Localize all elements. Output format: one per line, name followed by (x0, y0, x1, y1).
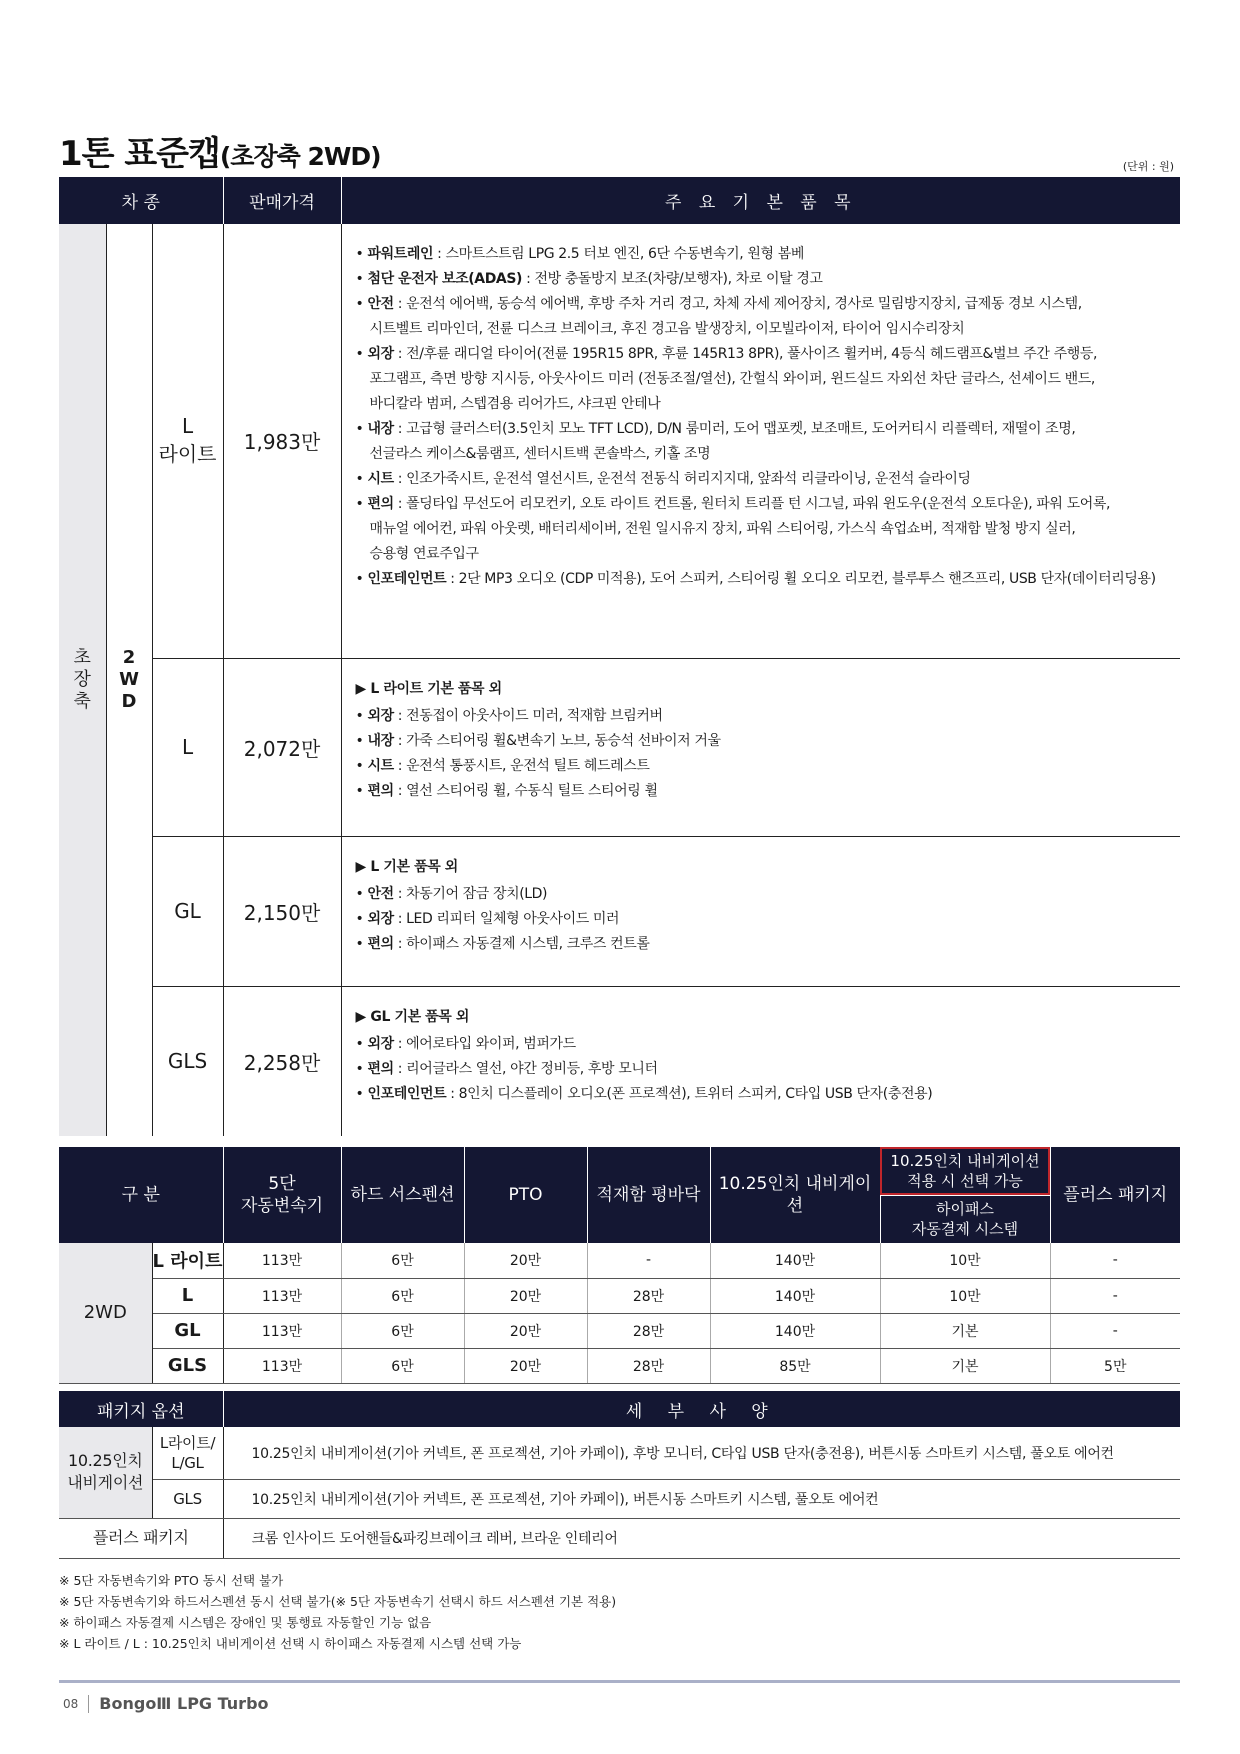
group-drive-type: 2 W D (106, 224, 152, 1136)
feature-text: : 하이패스 자동결제 시스템, 크루즈 컨트롤 (393, 935, 650, 952)
feature-continuation: 선글라스 케이스&룸램프, 센터시트백 콘솔박스, 키홀 조명 (369, 446, 711, 462)
opt-header-navigation: 10.25인치 내비게이션 (710, 1147, 880, 1243)
opt-header-pto: PTO (464, 1147, 587, 1243)
pkg-header-detail: 세 부 사 양 (223, 1391, 1180, 1427)
opt-cell: 140만 (710, 1278, 880, 1313)
feature-category: 인포테인먼트 (367, 1085, 447, 1102)
brand-name: BongoⅢ LPG Turbo (99, 1694, 269, 1713)
opt-cell: 6만 (341, 1243, 464, 1278)
opt-header-suspension: 하드 서스펜션 (341, 1147, 464, 1243)
opt-trim: L 라이트 (152, 1243, 223, 1278)
trim-features (341, 986, 1180, 1136)
feature-text: : 전동접이 아웃사이드 미러, 적재함 브림커버 (393, 707, 663, 724)
opt-cell: 5만 (1050, 1348, 1180, 1383)
package-option-table (59, 1391, 1180, 1559)
trim-price: 2,150만 (223, 836, 341, 986)
main-spec-table (59, 177, 1180, 1136)
feature-category: 편의 (367, 782, 394, 799)
opt-cell: 6만 (341, 1313, 464, 1348)
feature-item: • 외장 : 전/후륜 래디얼 타이어(전륜 195R15 8PR, 후륜 145R13 8PR), 풀사이즈 휠커버, 4등식 헤드램프&벌브 주간 주행등, (355, 346, 1098, 362)
footnote: ※ 5단 자동변속기와 PTO 동시 선택 불가 (59, 1573, 284, 1588)
footer-separator (88, 1695, 89, 1713)
footnote: ※ 5단 자동변속기와 하드서스펜션 동시 선택 불가(※ 5단 자동변속기 선택시 하드 서스펜션 기본 적용) (59, 1594, 617, 1609)
feature-continuation: 매뉴얼 에어컨, 파워 아웃렛, 배터리세이버, 전원 일시유지 장치, 파워 스티어링, 가스식 쇽업쇼버, 적재함 발청 방지 실러, (369, 521, 1076, 537)
feature-item: • 편의 : 폴딩타입 무선도어 리모컨키, 오토 라이트 컨트롤, 원터치 트리플 턴 시그널, 파워 윈도우(운전석 오토다운), 파워 도어록, (355, 496, 1111, 512)
feature-category: 인포테인먼트 (367, 571, 447, 587)
page-number: 08 (63, 1696, 79, 1711)
feature-item: • 편의 : 열선 스티어링 휠, 수동식 틸트 스티어링 휠 (355, 782, 658, 799)
options-price-table (59, 1147, 1180, 1384)
feature-heading: ▶ L 라이트 기본 품목 외 (355, 680, 502, 697)
opt-cell: 20만 (464, 1348, 587, 1383)
trim-price: 1,983만 (223, 224, 341, 658)
feature-category: 내장 (367, 732, 394, 749)
feature-text: : 스마트스트림 LPG 2.5 터보 엔진, 6단 수동변속기, 원형 봄베 (433, 246, 804, 262)
feature-category: 시트 (367, 471, 394, 487)
feature-continuation: 바디칼라 범퍼, 스텝겸용 리어가드, 샤크핀 안테나 (369, 396, 661, 412)
feature-text: : 에어로타입 와이퍼, 범퍼가드 (393, 1035, 576, 1052)
opt-cell: 113만 (223, 1278, 341, 1313)
opt-header-flat-floor: 적재함 평바닥 (587, 1147, 710, 1243)
opt-cell: 10만 (880, 1278, 1050, 1313)
header-price: 판매가격 (223, 177, 341, 224)
opt-cell: 85만 (710, 1348, 880, 1383)
opt-trim: GL (152, 1313, 223, 1348)
feature-item: • 내장 : 가죽 스티어링 휠&변속기 노브, 동승석 선바이저 거울 (355, 732, 721, 749)
opt-cell: 20만 (464, 1278, 587, 1313)
feature-heading: ▶ GL 기본 품목 외 (355, 1008, 470, 1025)
trim-features (341, 836, 1180, 986)
opt-cell: 140만 (710, 1243, 880, 1278)
feature-item: • 외장 : 에어로타입 와이퍼, 범퍼가드 (355, 1035, 576, 1052)
opt-cell: 20만 (464, 1243, 587, 1278)
page-footer (63, 1694, 269, 1713)
feature-text: : 열선 스티어링 휠, 수동식 틸트 스티어링 휠 (393, 782, 658, 799)
footnotes (59, 1570, 616, 1654)
opt-cell: 113만 (223, 1313, 341, 1348)
trim-name: GL (152, 836, 223, 986)
opt-cell: 20만 (464, 1313, 587, 1348)
opt-cell: - (1050, 1243, 1180, 1278)
opt-trim: L (152, 1278, 223, 1313)
feature-item: • 시트 : 인조가죽시트, 운전석 열선시트, 운전석 전동식 허리지지대, 앞좌석 리클라이닝, 운전석 슬라이딩 (355, 471, 971, 487)
opt-cell: - (587, 1243, 710, 1278)
pkg-plus-name: 플러스 패키지 (59, 1518, 223, 1558)
feature-category: 안전 (367, 885, 394, 902)
feature-item: • 편의 : 하이패스 자동결제 시스템, 크루즈 컨트롤 (355, 935, 650, 952)
header-features: 주 요 기 본 품 목 (341, 177, 1180, 224)
pkg-navi-sub: GLS (152, 1479, 223, 1518)
pkg-navi-detail: 10.25인치 내비게이션(기아 커넥트, 폰 프로젝션, 기아 카페이), 후방 모니터, C타입 USB 단자(충전용), 버튼시동 스마트키 시스템, 풀오토 에어컨 (223, 1427, 1180, 1479)
feature-item: • 인포테인먼트 : 8인치 디스플레이 오디오(폰 프로젝션), 트위터 스피커, C타입 USB 단자(충전용) (355, 1085, 933, 1102)
opt-header-hipass: 하이패스 자동결제 시스템 (880, 1195, 1050, 1243)
feature-item: • 편의 : 리어글라스 열선, 야간 정비등, 후방 모니터 (355, 1060, 658, 1077)
feature-continuation: 승용형 연료주입구 (369, 546, 479, 562)
feature-continuation: 포그램프, 측면 방향 지시등, 아웃사이드 미러 (전동조절/열선), 간헐식 와이퍼, 윈드실드 자외선 차단 글라스, 선셰이드 밴드, (369, 371, 1095, 387)
feature-text: : 고급형 클러스터(3.5인치 모노 TFT LCD), D/N 룸미러, 도어 맵포켓, 보조매트, 도어커티시 리플렉터, 재떨이 조명, (393, 421, 1076, 437)
feature-text: : 8인치 디스플레이 오디오(폰 프로젝션), 트위터 스피커, C타입 USB 단자(충전용) (446, 1085, 933, 1102)
opt-trim: GLS (152, 1348, 223, 1383)
opt-cell: 113만 (223, 1243, 341, 1278)
opt-header-plus-package: 플러스 패키지 (1050, 1147, 1180, 1243)
opt-cell: 28만 (587, 1313, 710, 1348)
feature-item: • 내장 : 고급형 클러스터(3.5인치 모노 TFT LCD), D/N 룸미러, 도어 맵포켓, 보조매트, 도어커티시 리플렉터, 재떨이 조명, (355, 421, 1076, 437)
opt-cell: 140만 (710, 1313, 880, 1348)
opt-cell: 113만 (223, 1348, 341, 1383)
feature-continuation: 시트벨트 리마인더, 전륜 디스크 브레이크, 후진 경고음 발생장치, 이모빌라이저, 타이어 임시수리장치 (369, 321, 965, 337)
opt-cell: 28만 (587, 1348, 710, 1383)
feature-category: 편의 (367, 1060, 394, 1077)
trim-features (341, 224, 1180, 658)
pkg-navi-sub: L라이트/ L/GL (152, 1427, 223, 1479)
feature-category: 내장 (367, 421, 394, 437)
feature-text: : 차동기어 잠금 장치(LD) (393, 885, 548, 902)
pkg-header-option: 패키지 옵션 (59, 1391, 223, 1427)
pkg-navi-name: 10.25인치 내비게이션 (59, 1427, 152, 1518)
opt-header-transmission: 5단 자동변속기 (223, 1147, 341, 1243)
feature-item: • 외장 : LED 리피터 일체형 아웃사이드 미러 (355, 910, 620, 927)
feature-category: 시트 (367, 757, 394, 774)
feature-text: : 운전석 에어백, 동승석 에어백, 후방 주차 거리 경고, 차체 자세 제어장치, 경사로 밀림방지장치, 급제동 경보 시스템, (393, 296, 1082, 312)
footnote: ※ L 라이트 / L : 10.25인치 내비게이션 선택 시 하이패스 자동결제 시스템 선택 가능 (59, 1636, 522, 1651)
feature-category: 파워트레인 (367, 246, 434, 262)
opt-header-group: 구 분 (59, 1147, 223, 1243)
opt-cell: 기본 (880, 1348, 1050, 1383)
feature-heading: ▶ L 기본 품목 외 (355, 858, 458, 875)
feature-item: • 시트 : 운전석 통풍시트, 운전석 틸트 헤드레스트 (355, 757, 650, 774)
feature-text: : 전방 충돌방지 보조(차량/보행자), 차로 이탈 경고 (522, 271, 823, 287)
footer-divider (59, 1680, 1180, 1683)
feature-text: : 폴딩타입 무선도어 리모컨키, 오토 라이트 컨트롤, 원터치 트리플 턴 시그널, 파워 윈도우(운전석 오토다운), 파워 도어록, (393, 496, 1111, 512)
opt-group-2wd: 2WD (59, 1243, 152, 1383)
trim-features (341, 658, 1180, 836)
opt-cell: 6만 (341, 1348, 464, 1383)
trim-price: 2,072만 (223, 658, 341, 836)
feature-text: : 가죽 스티어링 휠&변속기 노브, 동승석 선바이저 거울 (393, 732, 721, 749)
trim-name: L (152, 658, 223, 836)
pkg-navi-detail: 10.25인치 내비게이션(기아 커넥트, 폰 프로젝션, 기아 카페이), 버튼시동 스마트키 시스템, 풀오토 에어컨 (223, 1479, 1180, 1518)
feature-item: • 파워트레인 : 스마트스트림 LPG 2.5 터보 엔진, 6단 수동변속기, 원형 봄베 (355, 246, 804, 262)
unit-label: (단위 : 원) (1122, 160, 1174, 173)
feature-category: 편의 (367, 496, 394, 512)
feature-item: • 외장 : 전동접이 아웃사이드 미러, 적재함 브림커버 (355, 707, 663, 724)
feature-category: 안전 (367, 296, 394, 312)
trim-name: L 라이트 (152, 224, 223, 658)
feature-text: : 리어글라스 열선, 야간 정비등, 후방 모니터 (393, 1060, 658, 1077)
feature-text: : 운전석 통풍시트, 운전석 틸트 헤드레스트 (393, 757, 650, 774)
opt-cell: - (1050, 1313, 1180, 1348)
feature-text: : 2단 MP3 오디오 (CDP 미적용), 도어 스피커, 스티어링 휠 오디오 리모컨, 블루투스 핸즈프리, USB 단자(데이터리딩용) (446, 571, 1156, 587)
feature-category: 외장 (367, 910, 394, 927)
feature-text: : LED 리피터 일체형 아웃사이드 미러 (393, 910, 620, 927)
trim-price: 2,258만 (223, 986, 341, 1136)
feature-text: : 전/후륜 래디얼 타이어(전륜 195R15 8PR, 후륜 145R13 8PR), 풀사이즈 휠커버, 4등식 헤드램프&벌브 주간 주행등, (393, 346, 1098, 362)
opt-header-navi-note: 10.25인치 내비게이션 적용 시 선택 가능 (880, 1147, 1050, 1195)
feature-category: 첨단 운전자 보조(ADAS) (367, 271, 523, 287)
feature-category: 편의 (367, 935, 394, 952)
opt-cell: 10만 (880, 1243, 1050, 1278)
feature-item: • 안전 : 차동기어 잠금 장치(LD) (355, 885, 548, 902)
feature-text: : 인조가죽시트, 운전석 열선시트, 운전석 전동식 허리지지대, 앞좌석 리클라이닝, 운전석 슬라이딩 (393, 471, 971, 487)
opt-cell: 6만 (341, 1278, 464, 1313)
feature-item: • 인포테인먼트 : 2단 MP3 오디오 (CDP 미적용), 도어 스피커, 스티어링 휠 오디오 리모컨, 블루투스 핸즈프리, USB 단자(데이터리딩용) (355, 571, 1156, 587)
footnote: ※ 하이패스 자동결제 시스템은 장애인 및 통행료 자동할인 기능 없음 (59, 1615, 432, 1630)
opt-cell: - (1050, 1278, 1180, 1313)
feature-category: 외장 (367, 1035, 394, 1052)
pkg-plus-detail: 크롬 인사이드 도어핸들&파킹브레이크 레버, 브라운 인테리어 (223, 1518, 1180, 1558)
opt-cell: 기본 (880, 1313, 1050, 1348)
header-vehicle-type: 차 종 (59, 177, 223, 224)
opt-cell: 28만 (587, 1278, 710, 1313)
group-body-type: 초 장 축 (59, 224, 106, 1136)
page-title: 1톤 표준캡(초장축 2WD) (59, 134, 381, 174)
feature-item: • 첨단 운전자 보조(ADAS) : 전방 충돌방지 보조(차량/보행자), 차로 이탈 경고 (355, 271, 823, 287)
feature-category: 외장 (367, 346, 394, 362)
feature-category: 외장 (367, 707, 394, 724)
feature-item: • 안전 : 운전석 에어백, 동승석 에어백, 후방 주차 거리 경고, 차체 자세 제어장치, 경사로 밀림방지장치, 급제동 경보 시스템, (355, 296, 1082, 312)
trim-name: GLS (152, 986, 223, 1136)
